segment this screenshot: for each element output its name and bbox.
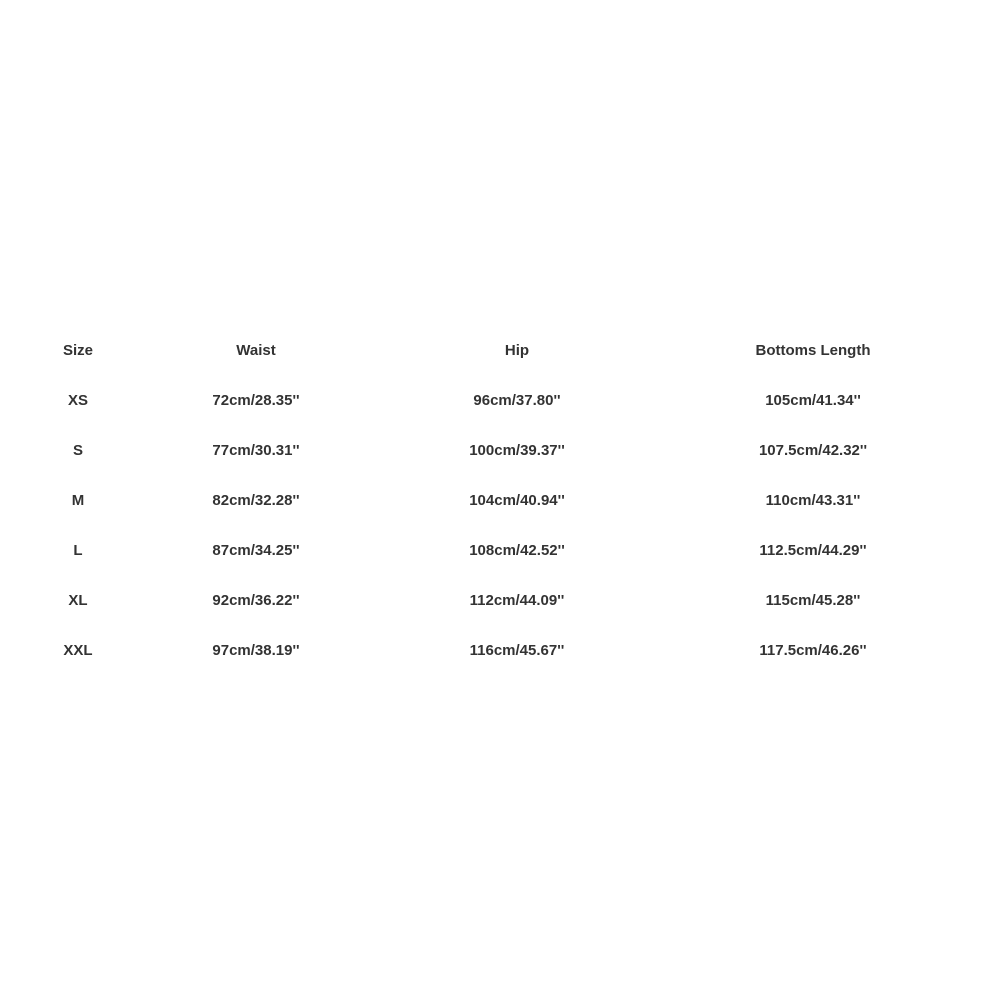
size-cell: L (73, 541, 83, 559)
size-cell: S (72, 441, 83, 459)
hip-cell: 108cm/42.52'' (469, 541, 565, 559)
table-row (0, 475, 1000, 525)
waist-cell: 77cm/30.31'' (212, 441, 300, 459)
table-row (0, 525, 1000, 575)
bottoms-length-cell: 112.5cm/44.29'' (759, 541, 867, 559)
size-cell: M (71, 491, 85, 509)
hip-cell: 96cm/37.80'' (473, 391, 561, 409)
table-row (0, 375, 1000, 425)
table-row (0, 575, 1000, 625)
header-row (0, 325, 1000, 375)
waist-cell: 92cm/36.22'' (212, 591, 300, 609)
bottoms-length-cell: 115cm/45.28'' (765, 591, 861, 609)
bottoms-length-cell: 107.5cm/42.32'' (758, 441, 868, 459)
header-hip: Hip (504, 341, 530, 359)
spacer-cell (948, 625, 1000, 675)
waist-cell: 87cm/34.25'' (212, 541, 300, 559)
header-waist: Waist (236, 341, 276, 359)
size-cell: XS (67, 391, 88, 409)
waist-cell: 82cm/32.28'' (212, 491, 300, 509)
bottoms-length-cell: 105cm/41.34'' (765, 391, 861, 409)
header-size: Size (62, 341, 93, 359)
table-row (0, 425, 1000, 475)
hip-cell: 112cm/44.09'' (469, 591, 565, 609)
bottoms-length-cell: 110cm/43.31'' (765, 491, 861, 509)
waist-cell: 97cm/38.19'' (212, 641, 300, 659)
spacer-cell (948, 575, 1000, 625)
hip-cell: 104cm/40.94'' (469, 491, 565, 509)
spacer-cell (948, 425, 1000, 475)
size-cell: XXL (63, 641, 93, 659)
size-chart-table (0, 325, 1000, 675)
bottoms-length-cell: 117.5cm/46.26'' (759, 641, 867, 659)
spacer-cell (948, 475, 1000, 525)
waist-cell: 72cm/28.35'' (212, 391, 300, 409)
table-row (0, 625, 1000, 675)
spacer-cell (948, 375, 1000, 425)
hip-cell: 100cm/39.37'' (469, 441, 565, 459)
spacer-cell (948, 525, 1000, 575)
hip-cell: 116cm/45.67'' (469, 641, 565, 659)
size-cell: XL (68, 591, 88, 609)
spacer-cell (948, 325, 1000, 375)
header-bottoms-length: Bottoms Length (755, 341, 871, 359)
